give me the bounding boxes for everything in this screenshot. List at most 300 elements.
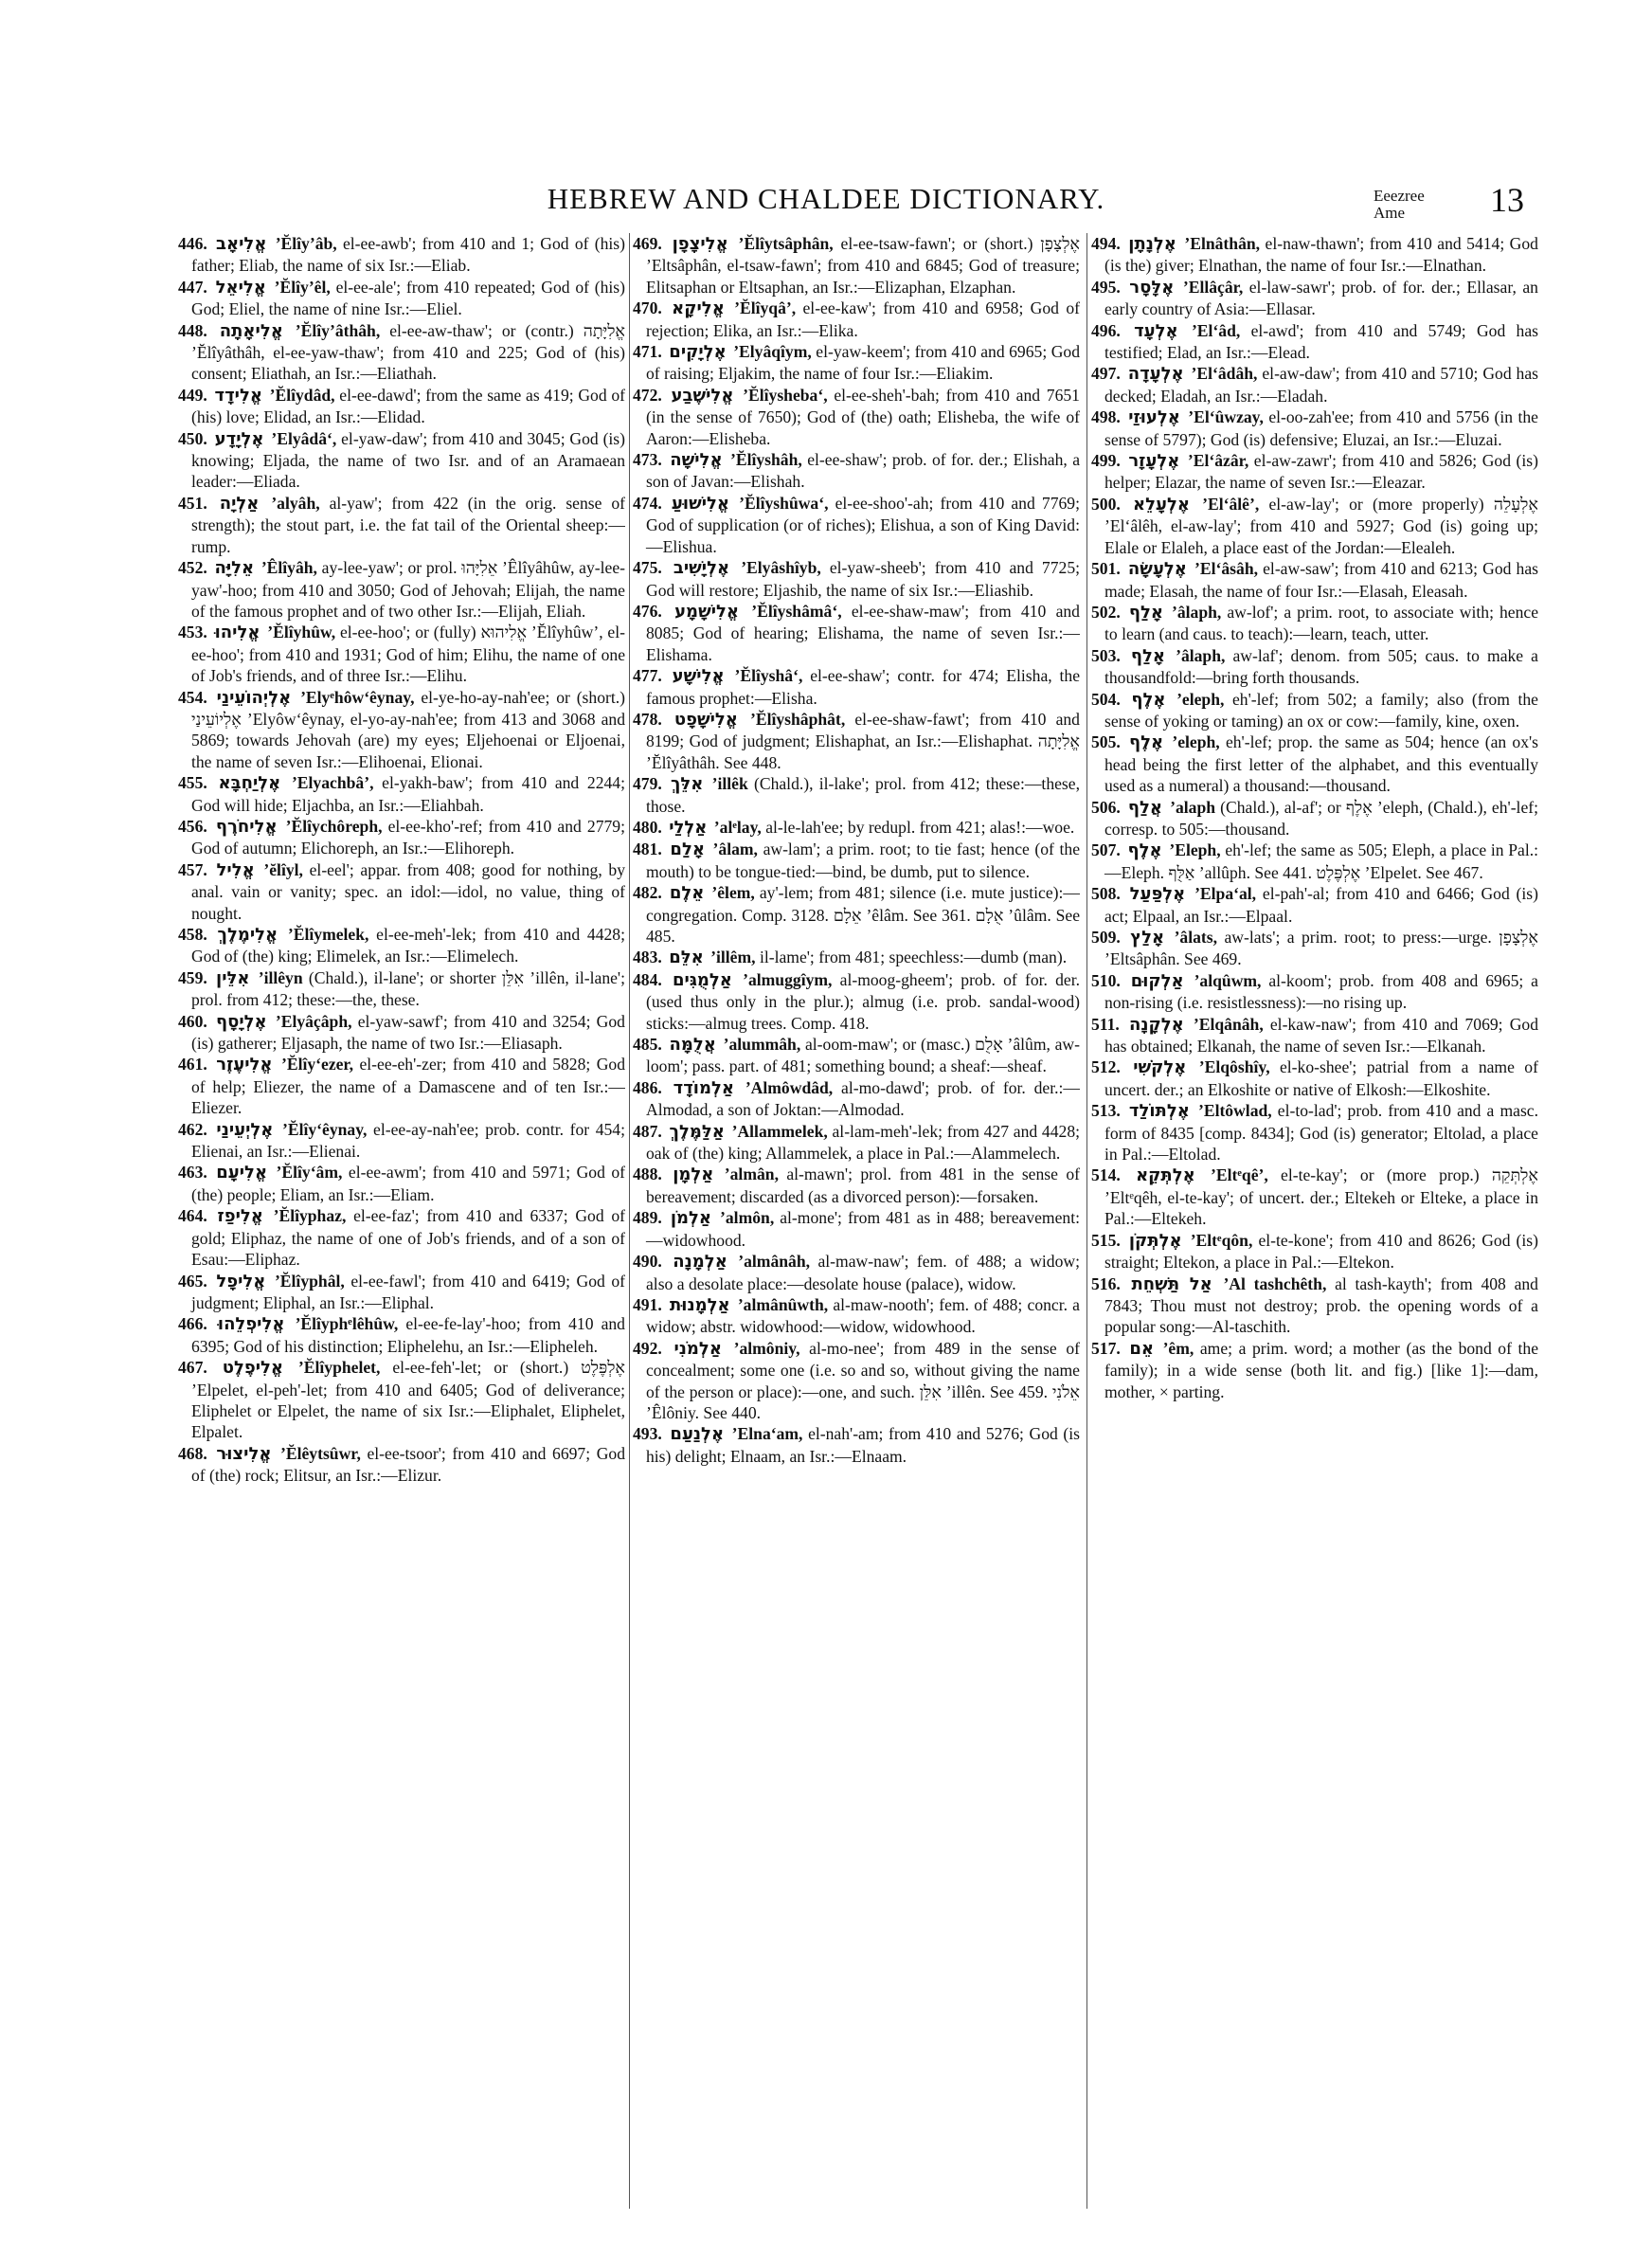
definition: el-yaw-keem'; from 410 and 6965; God of raising; Eljakim, the name of four Isr.:—Eliakim. xyxy=(646,342,1080,384)
hebrew-headword: אַלְמֹן xyxy=(670,1208,712,1229)
entry-number: 483. xyxy=(633,948,662,967)
transliteration: ’Ellâçâr, xyxy=(1182,277,1244,297)
entry-number: 516. xyxy=(1091,1273,1121,1293)
transliteration: ’eleph, xyxy=(1176,689,1225,709)
definition: il-lame'; from 481; speechless:—dumb (man). xyxy=(759,948,1068,967)
definition: el-ko-shee'; patrial from a name of uncert. der.; an Elkoshite or native of Elkosh:—Elkoshite. xyxy=(1104,1057,1538,1099)
definition: el-to-lad'; prob. from 410 and a masc. form of 8435 [comp. 8434]; God (is) generator; Eltolad, a place in Pal.:—Eltolad. xyxy=(1104,1101,1538,1165)
entry-number: 491. xyxy=(633,1294,662,1314)
hebrew-headword: אֱלִיצָפָן xyxy=(672,234,728,254)
definition: aw-laf'; denom. from 505; caus. to make a thousandfold:—bring forth thousands. xyxy=(1104,645,1538,688)
definition: el-ee-shaw-maw'; from 410 and 8085; God of hearing; Elishama, the name of seven Isr.:—Elishama. xyxy=(646,601,1080,664)
entry-number: 507. xyxy=(1091,840,1121,860)
hebrew-headword: אֵלִיָּה xyxy=(214,558,255,579)
hebrew-headword: אֶלֶף xyxy=(1127,840,1162,861)
transliteration: ’almânâh, xyxy=(738,1252,811,1272)
dictionary-entry xyxy=(633,1207,1080,1251)
entry-number: 446. xyxy=(178,234,207,253)
transliteration: ’Elʻâd, xyxy=(1191,320,1241,340)
dictionary-entry xyxy=(633,385,1080,449)
transliteration: ’Ĕlîyshâʻ, xyxy=(734,666,803,686)
definition: el-ee-tsaw-fawn'; or (short.) אֶלְצָפָן ’Eltsâphân, el-tsaw-fawn'; from 410 and 6845; God of treasure; Elitsaphan or Eltsaphan, an Isr.:—Elizaphan, Elzaphan. xyxy=(646,234,1080,297)
entry-number: 462. xyxy=(178,1119,207,1139)
dictionary-entry xyxy=(178,1443,625,1487)
entry-number: 460. xyxy=(178,1011,207,1031)
transliteration: ’Ĕlîyshûwaʻ, xyxy=(739,493,829,513)
definition: al-oom-maw'; or (masc.) אָלֻם ’âlûm, aw-loom'; pass. part. of 481; something bound; a sheaf:—sheaf. xyxy=(646,1035,1080,1076)
entry-number: 457. xyxy=(178,859,207,879)
transliteration: ’Eltᵉqôn, xyxy=(1190,1230,1253,1250)
dictionary-entry xyxy=(1091,1338,1538,1402)
hebrew-headword: אֱלִישָׁפָט xyxy=(673,709,738,730)
transliteration: ’Elyᵉhôwʻêynay, xyxy=(300,687,415,707)
transliteration: ’alqûwm, xyxy=(1194,970,1262,990)
dictionary-body xyxy=(0,233,1652,2223)
dictionary-entry xyxy=(178,924,625,967)
transliteration: ’illêyn xyxy=(258,967,303,987)
entry-number: 476. xyxy=(633,601,662,621)
definition: al-mawn'; prol. from 481 in the sense of bereavement; discarded (as a divorced person):—forsaken. xyxy=(646,1165,1080,1206)
dictionary-entry xyxy=(633,1251,1080,1294)
dictionary-entry xyxy=(633,1077,1080,1121)
entry-number: 512. xyxy=(1091,1057,1121,1077)
definition: el-ee-shaw'; contr. for 474; Elisha, the famous prophet:—Elisha. xyxy=(646,666,1080,708)
hebrew-headword: אֱלִישֶׁבַע xyxy=(671,385,734,406)
transliteration: ’Elyâçâph, xyxy=(275,1011,352,1031)
dictionary-entry xyxy=(633,969,1080,1034)
hebrew-headword: אֱלִיל xyxy=(216,859,255,880)
definition: (Chald.), il-lake'; prol. from 412; these:—these, those. xyxy=(646,774,1080,816)
transliteration: ’Elyâqîym, xyxy=(733,342,812,362)
transliteration: ’Elʻûwzay, xyxy=(1188,407,1264,427)
dictionary-entry xyxy=(1091,883,1538,927)
transliteration: ’Elyâdâʻ, xyxy=(271,428,337,448)
entry-number: 448. xyxy=(178,320,207,340)
definition: al-mo-dawd'; prob. of for. der.:—Almodad, a son of Joktan:—Almodad. xyxy=(646,1077,1080,1120)
definition: el-ee-ale'; from 410 repeated; God of (his) God; Eliel, the name of nine Isr.:—Eliel. xyxy=(191,277,625,319)
transliteration: ’Ĕlîyqâ’, xyxy=(734,298,797,318)
entry-number: 455. xyxy=(178,773,207,793)
dictionary-entry xyxy=(1091,797,1538,840)
definition: el-te-kay'; or (more prop.) אֶלְתְּקֵה ’Eltᵉqêh, el-te-kay'; of uncert. der.; Eltekeh or Elteke, a place in Pal.:—Eltekeh. xyxy=(1104,1165,1538,1229)
transliteration: ’Elqânâh, xyxy=(1193,1014,1264,1034)
transliteration: ’Ĕlîy’âb, xyxy=(275,234,337,253)
definition: el-kaw-naw'; from 410 and 7069; God has obtained; Elkanah, the name of seven Isr.:—Elkanah. xyxy=(1104,1014,1538,1056)
dictionary-entry xyxy=(1091,1056,1538,1100)
transliteration: ’Ĕlîyshâphât, xyxy=(750,709,846,729)
dictionary-entry xyxy=(633,1423,1080,1467)
transliteration: ’Elpaʻal, xyxy=(1194,884,1257,904)
hebrew-headword: אֶלְקָנָה xyxy=(1128,1014,1184,1035)
hebrew-headword: אֱלִישׁוּעַ xyxy=(671,493,730,514)
entry-number: 489. xyxy=(633,1208,662,1228)
entry-number: 464. xyxy=(178,1206,207,1226)
dictionary-entry xyxy=(178,1271,625,1314)
hebrew-headword: אֶלְקֹשִׁי xyxy=(1133,1057,1187,1078)
definition: aw-lam'; a prim. root; to tie fast; hence (of the mouth) to be tongue-tied:—bind, be dumb, put to silence. xyxy=(646,840,1080,881)
dictionary-entry xyxy=(178,428,625,493)
definition: (Chald.), al-af'; or אֶלֶף ’eleph, (Chald.), eh'-lef; corresp. to 505:—thousand. xyxy=(1104,797,1538,839)
transliteration: ’âlaph, xyxy=(1172,602,1222,622)
dictionary-entry xyxy=(633,449,1080,493)
dictionary-entry xyxy=(178,967,625,1011)
hebrew-headword: אָלַף xyxy=(1128,602,1163,623)
definition: el-pah'-al; from 410 and 6466; God (is) act; Elpaal, an Isr.:—Elpaal. xyxy=(1104,884,1538,926)
entry-number: 495. xyxy=(1091,277,1121,297)
entry-number: 467. xyxy=(178,1358,207,1378)
entry-number: 513. xyxy=(1091,1101,1121,1121)
entry-number: 496. xyxy=(1091,320,1121,340)
entry-number: 485. xyxy=(633,1035,662,1055)
entry-number: 500. xyxy=(1091,494,1121,514)
definition: al-moog-gheem'; prob. of for. der. (used thus only in the plur.); almug (i.e. prob. sandal-wood) sticks:—almug trees. Comp. 418. xyxy=(646,969,1080,1033)
transliteration: ’Ĕlîyʻezer, xyxy=(280,1055,354,1074)
hebrew-headword: אֱלִישָׁע xyxy=(672,666,725,687)
entry-number: 484. xyxy=(633,969,662,989)
hebrew-headword: אָלַץ xyxy=(1130,928,1165,948)
definition: el-ee-tsoor'; from 410 and 6697; God of (the) rock; Elitsur, an Isr.:—Elizur. xyxy=(191,1443,625,1486)
definition: ay'-lem; from 481; silence (i.e. mute justice):—congregation. Comp. 3128. אֵלָם ’êlâm. See 361. אֻלָם ’ûlâm. See 485. xyxy=(646,883,1080,946)
entry-number: 508. xyxy=(1091,884,1121,904)
entry-number: 492. xyxy=(633,1338,662,1358)
dictionary-entry xyxy=(178,1119,625,1163)
transliteration: ’Ĕlîyshâmâʻ, xyxy=(751,601,842,621)
column-1 xyxy=(178,233,625,2213)
hebrew-headword: אֶלֶף xyxy=(1131,689,1166,710)
definition: el-ee-awm'; from 410 and 5971; God of (the) people; Eliam, an Isr.:—Eliam. xyxy=(191,1163,625,1204)
transliteration: ’Ĕlîyhûw, xyxy=(267,623,336,642)
entry-number: 497. xyxy=(1091,364,1121,384)
definition: el-ee-meh'-lek; from 410 and 4428; God of (the) king; Elimelek, an Isr.:—Elimelech. xyxy=(191,925,625,966)
hebrew-headword: אֲלֻמָּה xyxy=(669,1035,716,1056)
dictionary-entry xyxy=(178,1313,625,1357)
hebrew-headword: אַלְקוּם xyxy=(1130,970,1184,991)
entry-number: 471. xyxy=(633,342,662,362)
entry-number: 473. xyxy=(633,450,662,470)
entry-number: 501. xyxy=(1091,559,1121,579)
transliteration: ’illêm, xyxy=(710,948,756,967)
definition: el-aw-lay'; or (more properly) אֶלְעָלֵה ’Elʻâlêh, el-aw-lay'; from 410 and 5927; God (is) going up; Elale or Elaleh, a place east of the Jordan:—Elealeh. xyxy=(1104,494,1538,557)
hebrew-headword: אֱלִיפְלֵהוּ xyxy=(217,1314,285,1335)
transliteration: ’illêk xyxy=(711,774,748,794)
transliteration: ’alummâh, xyxy=(723,1035,801,1055)
definition: al-yaw'; from 422 (in the orig. sense of strength); the stout part, i.e. the fat tail of the Oriental sheep:—rump. xyxy=(191,493,625,556)
hebrew-headword: אַלְלַי xyxy=(669,817,708,838)
transliteration: ’Ĕlîydâd, xyxy=(269,385,335,405)
dictionary-entry xyxy=(1091,927,1538,970)
definition: el-aw-saw'; from 410 and 6213; God has made; Elasah, the name of four Isr.:—Elasah, Eleasah. xyxy=(1104,559,1538,601)
hebrew-headword: אֱלִיפָל xyxy=(216,1271,266,1291)
hebrew-headword: אֱלִיחֹרֶף xyxy=(215,816,278,837)
dictionary-entry xyxy=(1091,450,1538,494)
dictionary-entry xyxy=(633,1338,1080,1424)
definition: al-le-lah'ee; by redupl. from 421; alas!:—woe. xyxy=(765,817,1075,837)
hebrew-headword: אֱלִיקָא xyxy=(672,298,725,319)
guide-word-bottom: Ame xyxy=(1374,204,1406,222)
hebrew-headword: אַל תַּשְׁחֵת xyxy=(1131,1273,1212,1294)
hebrew-headword: אֶלְעָלֵא xyxy=(1133,494,1190,515)
entry-number: 449. xyxy=(178,385,207,405)
definition: el-ee-aw-thaw'; or (contr.) אֱלִיָּתָה ’Ĕlîyâthâh, el-ee-yaw-thaw'; from 410 and 225; God of (his) consent; Eliathah, an Isr.:—Eliathah. xyxy=(191,320,625,384)
hebrew-headword: אֱלִיאָתָה xyxy=(219,320,283,341)
hebrew-headword: אֶלְתְּקֵא xyxy=(1136,1165,1195,1186)
definition: al-mo-nee'; from 489 in the sense of concealment; some one (i.e. so and so, without giving the name of the person or place):—one, and such. אִלֵּן ’illên. See 459. אֵלֹנִי ’Êlôniy. See 440. xyxy=(646,1338,1080,1422)
hebrew-headword: אִלֵּין xyxy=(216,967,250,988)
hebrew-headword: אֶלֶף xyxy=(1129,732,1164,753)
entry-number: 506. xyxy=(1091,797,1121,817)
dictionary-entry xyxy=(178,1357,625,1443)
transliteration: ’Ĕlîyphâl, xyxy=(274,1271,345,1291)
hebrew-headword: אֱלִיפֶלֶט xyxy=(222,1358,283,1379)
definition: eh'-lef; prop. the same as 504; hence (an ox's head being the first letter of the alphabet, and this eventually used as a numeral) a thousand:—thousand. xyxy=(1104,732,1538,796)
dictionary-entry xyxy=(178,816,625,859)
entry-number: 465. xyxy=(178,1271,207,1291)
hebrew-headword: אֶלְיָדָע xyxy=(214,428,264,449)
transliteration: ’Ĕlîyʻêynay, xyxy=(282,1119,368,1139)
hebrew-headword: אָלַף xyxy=(1130,645,1166,666)
hebrew-headword: אֶלְנַעַם xyxy=(670,1424,725,1445)
transliteration: ’alaph xyxy=(1170,797,1216,817)
dictionary-entry xyxy=(178,687,625,773)
entry-number: 470. xyxy=(633,298,662,318)
dictionary-entry xyxy=(1091,406,1538,450)
definition: el-eel'; appar. from 408; good for nothing, by anal. vain or vanity; spec. an idol:—idol, no value, thing of nought. xyxy=(191,859,625,923)
dictionary-entry xyxy=(633,233,1080,298)
hebrew-headword: אָלַם xyxy=(670,840,705,860)
definition: el-ee-shaw-fawt'; from 410 and 8199; God of judgment; Elishaphat, an Isr.:—Elishaphat. אֱלִיָּתָה ’Ĕlîyâthâh. See 448. xyxy=(646,709,1080,772)
transliteration: ’Ĕlîychôreph, xyxy=(285,816,383,836)
entry-number: 482. xyxy=(633,883,662,903)
entry-number: 490. xyxy=(633,1252,662,1272)
dictionary-entry xyxy=(633,839,1080,882)
transliteration: ’Allammelek, xyxy=(731,1121,828,1141)
definition: al tash-kayth'; from 408 and 7843; Thou must not destroy; prob. the opening words of a popular song:—Al-taschith. xyxy=(1104,1273,1538,1337)
dictionary-entry xyxy=(178,557,625,622)
entry-number: 452. xyxy=(178,558,207,578)
definition: el-ee-shoo'-ah; from 410 and 7769; God of supplication (or of riches); Elishua, a son of King David:—Elishua. xyxy=(646,493,1080,556)
transliteration: ’Ĕlîyshebaʻ, xyxy=(743,385,828,405)
definition: el-yaw-sawf'; from 410 and 3254; God (is) gatherer; Eljasaph, the name of two Isr.:—Eliasaph. xyxy=(191,1011,625,1054)
hebrew-headword: אֶלְנָתָן xyxy=(1128,234,1176,254)
entry-number: 454. xyxy=(178,687,207,707)
definition: al-mone'; from 481 as in 488; bereavement:—widowhood. xyxy=(646,1208,1080,1250)
transliteration: ’Elʻâsâh, xyxy=(1194,559,1258,579)
dictionary-entry xyxy=(633,1034,1080,1077)
hebrew-headword: אֱלִיאֵל xyxy=(215,277,266,298)
entry-number: 494. xyxy=(1091,234,1121,253)
definition: aw-lats'; a prim. root; to press:—urge. אֶלְצָפָן ’Eltsâphân. See 469. xyxy=(1104,928,1538,969)
transliteration: ’Ĕlîyphelet, xyxy=(297,1358,381,1378)
entry-number: 504. xyxy=(1091,689,1121,709)
hebrew-headword: אֶלְיְעֵינַי xyxy=(216,1119,274,1140)
transliteration: ’Elʻâlê’, xyxy=(1202,494,1260,514)
dictionary-entry xyxy=(1091,277,1538,320)
transliteration: ’Ĕlîy’êl, xyxy=(274,277,331,297)
definition: el-naw-thawn'; from 410 and 5414; God (is the) giver; Elnathan, the name of four Isr.:—Elnathan. xyxy=(1104,234,1538,276)
transliteration: ’Ĕlêytsûwr, xyxy=(280,1443,361,1463)
dictionary-entry xyxy=(1091,602,1538,645)
dictionary-entry xyxy=(178,493,625,557)
entry-number: 458. xyxy=(178,925,207,944)
running-title: HEBREW AND CHALDEE DICTIONARY. xyxy=(547,182,1105,215)
transliteration: ’Ĕlîytsâphân, xyxy=(738,234,834,253)
column-2 xyxy=(633,233,1080,2213)
dictionary-entry xyxy=(1091,320,1538,364)
dictionary-entry xyxy=(1091,645,1538,689)
dictionary-entry xyxy=(633,773,1080,817)
entry-number: 511. xyxy=(1091,1014,1120,1034)
definition: el-ee-fawl'; from 410 and 6419; God of judgment; Eliphal, an Isr.:—Eliphal. xyxy=(191,1271,625,1312)
dictionary-entry xyxy=(1091,689,1538,732)
hebrew-headword: אַלְמֹנִי xyxy=(673,1338,722,1359)
entry-number: 456. xyxy=(178,816,207,836)
hebrew-headword: אֱלִיהוּ xyxy=(214,623,260,643)
definition: el-aw-zawr'; from 410 and 5826; God (is) helper; Elazar, the name of seven Isr.:—Eleazar. xyxy=(1104,451,1538,493)
entry-number: 509. xyxy=(1091,928,1121,947)
definition: el-ee-ay-nah'ee; prob. contr. for 454; Elienai, an Isr.:—Elienai. xyxy=(191,1119,625,1162)
definition: al-maw-naw'; fem. of 488; a widow; also a desolate place:—desolate house (palace), widow. xyxy=(646,1252,1080,1293)
entry-number: 502. xyxy=(1091,602,1121,622)
dictionary-entry xyxy=(178,1205,625,1270)
entry-number: 474. xyxy=(633,493,662,513)
dictionary-entry xyxy=(1091,558,1538,602)
entry-number: 481. xyxy=(633,840,662,859)
transliteration: ’Elyachbâ’, xyxy=(291,773,374,793)
hebrew-headword: אֱלִישָׁה xyxy=(670,450,723,471)
entry-number: 510. xyxy=(1091,970,1121,990)
transliteration: ’Eltᵉqê’, xyxy=(1211,1165,1268,1185)
hebrew-headword: אֶלְיְהוֹעֵינַי xyxy=(216,687,292,708)
transliteration: ’Elqôshîy, xyxy=(1198,1057,1270,1077)
hebrew-headword: אֶלְעָד xyxy=(1134,320,1178,341)
dictionary-entry xyxy=(178,320,625,385)
entry-number: 475. xyxy=(633,558,662,578)
transliteration: ’Almôwdâd, xyxy=(745,1077,834,1097)
transliteration: ’alyâh, xyxy=(271,493,320,513)
transliteration: ’Ĕlîyshâh, xyxy=(729,450,802,470)
definition: el-ee-fe-lay'-hoo; from 410 and 6395; God of his distinction; Eliphelehu, an Isr.:—Elipheleh. xyxy=(191,1314,625,1356)
guide-word-top: Eeezree xyxy=(1374,187,1425,205)
definition: el-nah'-am; from 410 and 5276; God (is his) delight; Elnaam, an Isr.:—Elnaam. xyxy=(646,1424,1080,1466)
entry-number: 447. xyxy=(178,277,207,297)
entry-number: 468. xyxy=(178,1443,207,1463)
dictionary-entry xyxy=(633,557,1080,601)
definition: (Chald.), il-lane'; or shorter אִלֵּן ’illên, il-lane'; prol. from 412; these:—the, these. xyxy=(191,967,625,1010)
transliteration: ’Elʻâdâh, xyxy=(1191,364,1258,384)
transliteration: ’Elʻâzâr, xyxy=(1187,451,1249,471)
dictionary-entry xyxy=(1091,731,1538,796)
dictionary-entry xyxy=(633,298,1080,341)
hebrew-headword: אַלְמָנָה xyxy=(673,1252,727,1273)
hebrew-headword: אֶלְיָסָף xyxy=(215,1011,267,1032)
hebrew-headword: אֲלַף xyxy=(1127,797,1163,818)
entry-number: 487. xyxy=(633,1121,662,1141)
hebrew-headword: אֱלִיעָם xyxy=(216,1163,268,1183)
definition: el-ee-kho'-ref; from 410 and 2779; God of autumn; Elichoreph, an Isr.:—Elihoreph. xyxy=(191,816,625,858)
transliteration: ’Elnaʻam, xyxy=(731,1424,803,1444)
entry-number: 461. xyxy=(178,1055,207,1074)
transliteration: ’Ĕlîymelek, xyxy=(287,925,369,944)
hebrew-headword: אֱלִיעֶזֶר xyxy=(216,1055,273,1075)
hebrew-headword: אֱלִישָׁמָע xyxy=(674,601,740,622)
dictionary-entry xyxy=(1091,494,1538,558)
dictionary-entry xyxy=(1091,233,1538,277)
transliteration: ’Ĕlîy’âthâh, xyxy=(295,320,381,340)
transliteration: ’âlats, xyxy=(1174,928,1218,947)
hebrew-headword: אַלְמֻגִּים xyxy=(673,969,732,990)
entry-number: 450. xyxy=(178,428,207,448)
definition: ame; a prim. word; a mother (as the bond of the family); in a wide sense (both lit. and fig.) [like 1]:—dam, mother, × parting. xyxy=(1104,1338,1538,1401)
dictionary-entry xyxy=(633,947,1080,968)
dictionary-entry xyxy=(178,385,625,428)
dictionary-entry xyxy=(1091,840,1538,883)
hebrew-headword: אֶלָּסָר xyxy=(1129,277,1175,298)
entry-number: 477. xyxy=(633,666,662,686)
dictionary-entry xyxy=(633,665,1080,709)
dictionary-entry xyxy=(633,709,1080,773)
entry-number: 463. xyxy=(178,1163,207,1183)
dictionary-entry xyxy=(178,622,625,686)
column-3 xyxy=(1091,233,1538,2213)
hebrew-headword: אֵם xyxy=(1129,1338,1154,1359)
dictionary-entry xyxy=(633,1294,1080,1338)
dictionary-entry xyxy=(633,1121,1080,1165)
transliteration: ’Ĕlîyʻâm, xyxy=(276,1163,343,1183)
dictionary-entry xyxy=(633,882,1080,947)
dictionary-entry xyxy=(633,341,1080,385)
transliteration: ’Eltôwlad, xyxy=(1197,1101,1272,1121)
entry-number: 517. xyxy=(1091,1338,1121,1358)
entry-number: 451. xyxy=(178,493,207,513)
transliteration: ’âlaph, xyxy=(1176,645,1226,665)
hebrew-headword: אֱלִיאָב xyxy=(216,234,267,254)
definition: el-ee-shaw'; prob. of for. der.; Elishah, a son of Javan:—Elishah. xyxy=(646,450,1080,492)
dictionary-entry xyxy=(1091,1100,1538,1165)
hebrew-headword: אֶלְעָדָה xyxy=(1127,364,1184,385)
definition: aw-lof'; a prim. root, to associate with; hence to learn (and caus. to teach):—learn, teach, utter. xyxy=(1104,602,1538,644)
transliteration: ’eleph, xyxy=(1172,732,1220,752)
entry-number: 498. xyxy=(1091,407,1121,427)
definition: el-awd'; from 410 and 5749; God has testified; Elad, an Isr.:—Elead. xyxy=(1104,320,1538,363)
entry-number: 466. xyxy=(178,1314,207,1334)
hebrew-headword: אַלְמָנוּת xyxy=(669,1294,730,1315)
dictionary-entry xyxy=(633,493,1080,557)
definition: el-te-kone'; from 410 and 8626; God (is) straight; Eltekon, a place in Pal.:—Eltekon. xyxy=(1104,1230,1538,1273)
dictionary-entry xyxy=(633,817,1080,839)
dictionary-entry xyxy=(178,772,625,816)
transliteration: ’almôniy, xyxy=(733,1338,800,1358)
definition: el-yaw-sheeb'; from 410 and 7725; God will restore; Eljashib, the name of six Isr.:—Eliashib. xyxy=(646,558,1080,600)
entry-number: 515. xyxy=(1091,1230,1121,1250)
entry-number: 478. xyxy=(633,709,662,729)
entry-number: 453. xyxy=(178,623,207,642)
entry-number: 459. xyxy=(178,967,207,987)
transliteration: ’almuggîym, xyxy=(743,969,833,989)
entry-number: 479. xyxy=(633,774,662,794)
entry-number: 480. xyxy=(633,817,662,837)
hebrew-headword: אֵלֶם xyxy=(669,883,705,904)
hebrew-headword: אַלַּמֶּלֶךְ xyxy=(669,1121,725,1142)
entry-number: 472. xyxy=(633,385,662,405)
definition: el-ee-eh'-zer; from 410 and 5828; God of help; Eliezer, the name of a Damascene and of ten Isr.:—Eliezer. xyxy=(191,1055,625,1118)
definition: eh'-lef; the same as 505; Eleph, a place in Pal.:—Eleph. אַלֻּף ’allûph. See 441. אֶלְפֶּלֶט ’Elpelet. See 467. xyxy=(1104,840,1538,882)
dictionary-entry xyxy=(178,277,625,320)
entry-number: 505. xyxy=(1091,732,1121,752)
hebrew-headword: אִלֵּם xyxy=(669,948,704,968)
hebrew-headword: אֱלִיפַז xyxy=(217,1206,263,1227)
dictionary-entry xyxy=(1091,970,1538,1014)
hebrew-headword: אֶלְפַּעַל xyxy=(1129,884,1186,905)
